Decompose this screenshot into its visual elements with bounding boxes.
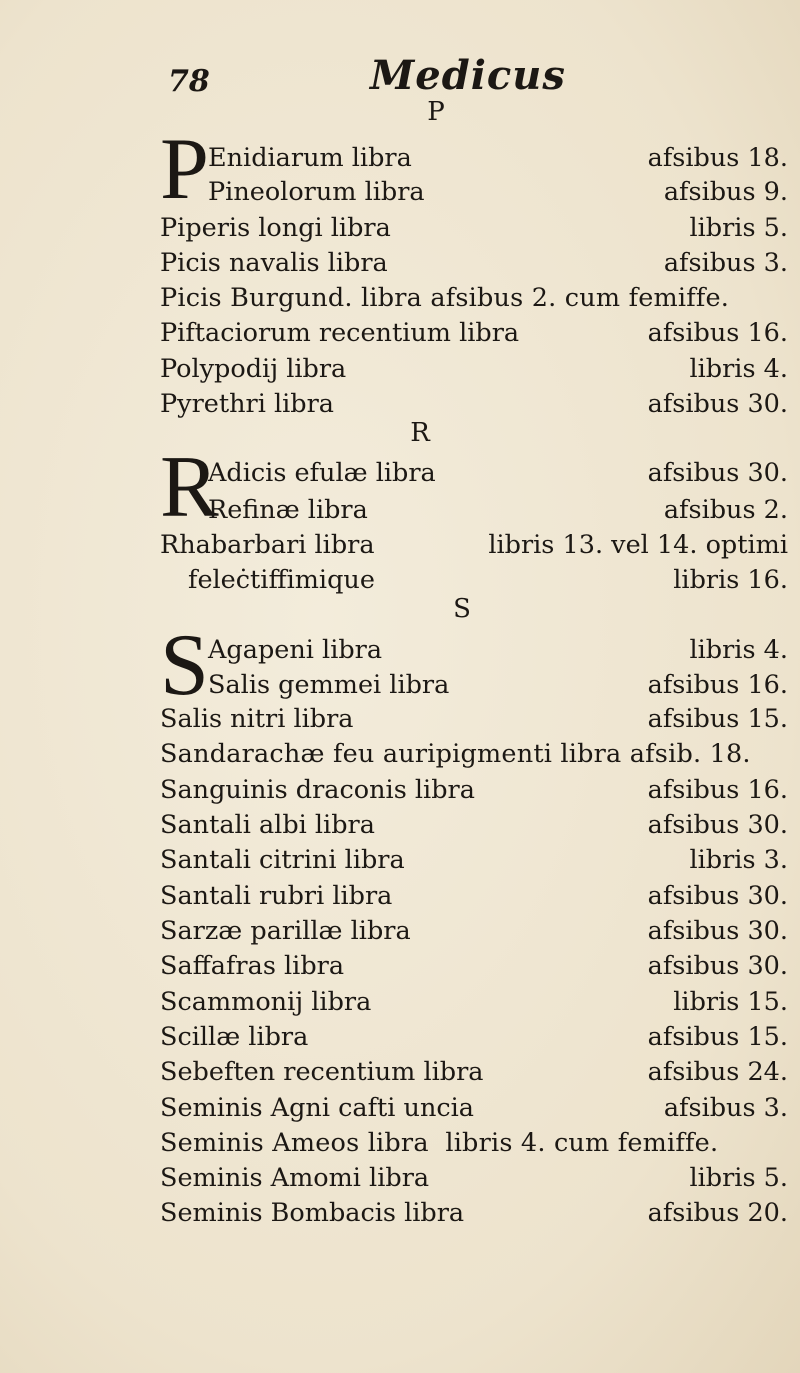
entry-name: Salis nitri libra [160,704,354,734]
page-number: 78 [168,64,210,99]
entry-name: Enidiarum libra [208,143,412,173]
entry-price: afsibus 20. [647,1198,788,1228]
entry-name: Sarzæ parillæ libra [160,916,411,946]
entry-name: Sebeften recentium libra [160,1057,484,1087]
dropcap-p: P [160,121,209,218]
entry-price: afsibus 16. [647,775,788,805]
entry-row [160,946,800,986]
entry-row [160,490,800,530]
entry-name: Saffafras libra [160,951,345,981]
entry-name: Salis gemmei libra [208,670,450,700]
entry-name: Santali citrini libra [160,845,405,875]
entry-price: afsibus 2. [663,495,788,525]
running-head: Medicus [370,52,566,99]
entry-row [160,1193,800,1233]
entry-row [160,384,800,424]
entry-name: Agapeni libra [208,635,383,665]
entry-name: Piftaciorum recentium libra [160,318,520,348]
entry-row [160,243,800,283]
entry-price: afsibus 30. [647,951,788,981]
entry-price: afsibus 9. [663,177,788,207]
section-letter-r: R [410,418,430,448]
entry-row [160,734,800,774]
entry-row [160,911,800,951]
section-letter-p: P [427,97,445,127]
entry-price: afsibus 30. [647,916,788,946]
entry-price: afsibus 30. [647,458,788,488]
section-letter-s: S [453,594,471,624]
entry-row [160,1158,800,1198]
entry-price: afsibus 18. [647,143,788,173]
entry-price: libris 16. [673,565,788,595]
entry-row [160,1017,800,1057]
entry-price: libris 5. [689,1163,788,1193]
entry-price: afsibus 3. [663,1093,788,1123]
entry-row [160,1088,800,1128]
entry-name: Scillæ libra [160,1022,309,1052]
entry-row [160,525,800,565]
entry-name: Adicis efulæ libra [208,458,436,488]
entry-name: Sanguinis draconis libra [160,775,475,805]
entry-row [160,349,800,389]
entry-price: libris 13. vel 14. optimi [488,530,788,560]
entry-row [160,699,800,739]
entry-price: afsibus 24. [647,1057,788,1087]
entry-row [160,172,800,212]
entry-name: Picis navalis libra [160,248,388,278]
entry-price: afsibus 30. [647,810,788,840]
entry-name: Refinæ libra [208,495,368,525]
entry-price: libris 3. [689,845,788,875]
entry-row [160,208,800,248]
entry-row [160,278,800,318]
entry-name: Scammonij libra [160,987,372,1017]
entry-price: afsibus 30. [647,389,788,419]
entry-name: Piperis longi libra [160,213,391,243]
entry-price: afsibus 3. [663,248,788,278]
entry-name: Polypodij libra [160,354,347,384]
entry-row [160,805,800,845]
entry-row [160,1123,800,1163]
entry-name: Sandarachæ feu auripigmenti libra afsib. 18. [160,739,751,769]
entry-row [160,770,800,810]
dropcap-s: S [160,617,209,714]
entry-row [160,876,800,916]
entry-row [160,840,800,880]
entry-name: Pyrethri libra [160,389,334,419]
entry-price: afsibus 16. [647,670,788,700]
entry-row [160,630,800,670]
entry-price: afsibus 16. [647,318,788,348]
dropcap-r: R [160,439,219,536]
entry-name: Seminis Agni cafti uncia [160,1093,475,1123]
entry-price: afsibus 30. [647,881,788,911]
entry-price: afsibus 15. [647,1022,788,1052]
entry-name: Santali albi libra [160,810,375,840]
entry-row [160,1052,800,1092]
entry-name: Pineolorum libra [208,177,425,207]
entry-name: Santali rubri libra [160,881,393,911]
entry-name: Seminis Bombacis libra [160,1198,465,1228]
page-header [0,52,800,112]
entry-price: afsibus 15. [647,704,788,734]
entry-row [160,313,800,353]
entry-price: libris 4. [689,354,788,384]
entry-row [160,453,800,493]
entry-name: Picis Burgund. libra afsibus 2. cum femiffe. [160,283,730,313]
entry-price: libris 4. [689,635,788,665]
entry-price: libris 15. [673,987,788,1017]
entry-row [160,982,800,1022]
entry-name: Seminis Amomi libra [160,1163,430,1193]
entry-price: libris 5. [689,213,788,243]
entry-name: Rhabarbari libra [160,530,375,560]
entry-name: feleċtiffimique [188,565,375,595]
entry-name: Seminis Ameos libra libris 4. cum femiffe. [160,1128,719,1158]
